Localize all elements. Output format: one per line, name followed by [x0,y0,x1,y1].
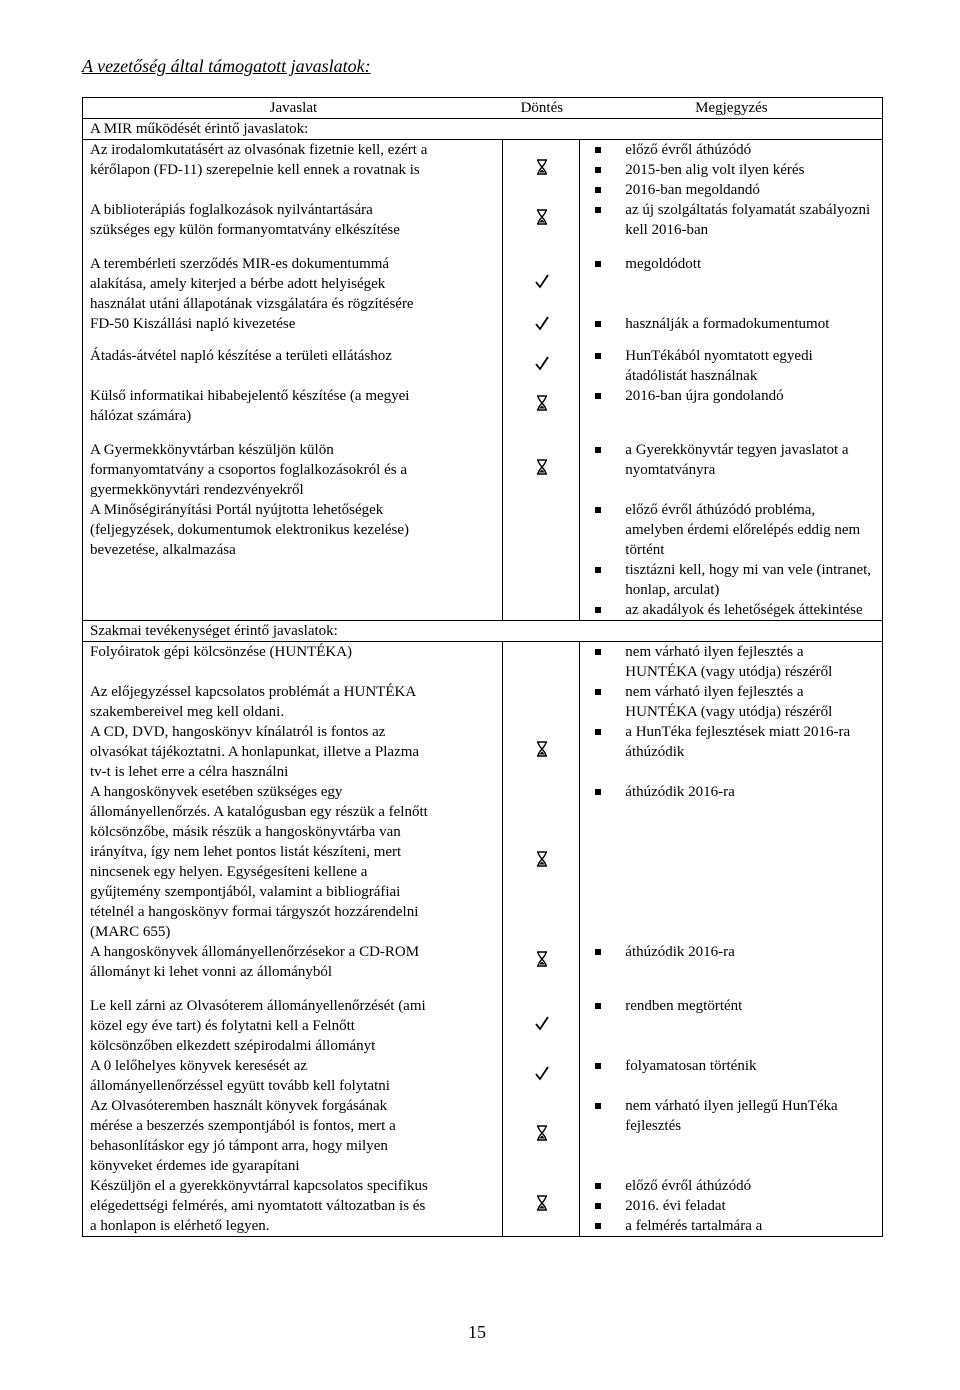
remarks-cell [580,314,883,338]
proposal-line: Az Olvasóteremben használt könyvek forgásának [90,1098,388,1114]
decision-cell [503,722,580,782]
remark-item: 2016-ban megoldandó [587,180,876,200]
remarks-cell [580,440,883,500]
proposal-line: Folyóiratok gépi kölcsönzése (HUNTÉKA) [90,644,353,660]
proposal-cell [83,942,503,982]
header-proposal: Javaslat [83,98,503,119]
header-decision: Döntés [503,98,580,119]
proposal-line: A Gyermekkönyvtárban készüljön külön [90,442,334,458]
page-title: A vezetőség által támogatott javaslatok: [82,56,371,76]
proposal-line: szükséges egy külön formanyomtatvány elkészítése [90,222,400,238]
proposal-line: állományellenőrzéssel együtt tovább kell folytatni [90,1078,390,1094]
proposal-line: szakembereivel meg kell oldani. [90,704,285,720]
remarks-cell [580,386,883,426]
remarks-cell [580,254,883,314]
table-row [83,386,883,426]
proposal-line: Külső informatikai hibabejelentő készítése (a megyei [90,388,410,404]
remark-item: a felmérés tartalmára a [587,1216,876,1236]
table-row [83,1176,883,1237]
table-row [83,996,883,1056]
proposal-cell [83,346,503,386]
remark-item: a HunTéka fejlesztések miatt 2016-ra áthúzódik [587,722,876,762]
proposal-cell [83,1096,503,1176]
hourglass-icon [534,394,550,412]
remark-item: a Gyerekkönyvtár tegyen javaslatot a nyomtatványra [587,440,876,480]
table-row [83,642,883,683]
hourglass-icon [534,208,550,226]
proposal-cell [83,200,503,240]
proposal-line: A terembérleti szerződés MIR-es dokumentummá [90,256,390,272]
proposal-line: olvasókat tájékoztatni. A honlapunkat, illetve a Plazma [90,744,420,760]
remark-item: tisztázni kell, hogy mi van vele (intranet, honlap, arculat) [587,560,876,600]
remark-item: rendben megtörtént [587,996,876,1016]
proposal-line: kérőlapon (FD-11) szerepelnie kell ennek a rovatnak is [90,162,420,178]
proposal-cell [83,386,503,426]
decision-cell [503,1056,580,1096]
proposal-line: könyveket érdemes ide gyarapítani [90,1158,300,1174]
remark-item: HunTékából nyomtatott egyedi átadólistát használnak [587,346,876,386]
remark-item: áthúzódik 2016-ra [587,942,876,962]
decision-cell [503,942,580,982]
proposal-cell [83,140,503,201]
proposals-table [82,97,883,1237]
check-icon [534,354,550,372]
decision-cell [503,500,580,621]
remark-item: megoldódott [587,254,876,274]
remark-item: használják a formadokumentumot [587,314,876,334]
remark-item: előző évről áthúzódó probléma, amelyben érdemi előrelépés eddig nem történt [587,500,876,560]
remark-item: az új szolgáltatás folyamatát szabályozni kell 2016-ban [587,200,876,240]
proposal-cell [83,782,503,942]
group-heading-mir: A MIR működését érintő javaslatok: [83,119,883,140]
table-row [83,942,883,982]
proposal-line: gyűjtemény szempontjából, valamint a bibliográfiai [90,884,401,900]
remarks-cell [580,1056,883,1096]
proposal-cell [83,500,503,621]
remark-item: 2016-ban újra gondolandó [587,386,876,406]
remarks-cell [580,1096,883,1176]
proposal-cell [83,440,503,500]
table-row [83,200,883,240]
proposal-line: tv-t is lehet erre a célra használni [90,764,289,780]
proposal-cell [83,642,503,683]
proposal-line: közel egy éve tart) és folytatni kell a Felnőtt [90,1018,355,1034]
table-row [83,314,883,338]
proposal-line: (feljegyzések, dokumentumok elektronikus kezelése) [90,522,410,538]
decision-cell [503,200,580,240]
check-icon [534,1064,550,1082]
proposal-line: (MARC 655) [90,924,171,940]
proposal-line: állományellenőrzés. A katalógusban egy részük a felnőtt [90,804,428,820]
remarks-cell [580,1176,883,1237]
table-row [83,722,883,782]
proposal-line: kölcsönzőben elkezdett szépirodalmi állományt [90,1038,376,1054]
remark-item: áthúzódik 2016-ra [587,782,876,802]
proposal-line: A CD, DVD, hangoskönyv kínálatról is fontos az [90,724,386,740]
proposal-cell [83,314,503,338]
proposal-line: A 0 lelőhelyes könyvek keresését az [90,1058,308,1074]
proposal-line: gyermekkönyvtári rendezvényekről [90,482,304,498]
proposal-line: hálózat számára) [90,408,192,424]
proposal-line: bevezetése, alkalmazása [90,542,236,558]
decision-cell [503,682,580,722]
check-icon [534,314,550,332]
table-row [83,1096,883,1176]
remark-item: 2015-ben alig volt ilyen kérés [587,160,876,180]
proposal-line: A biblioterápiás foglalkozások nyilvántartására [90,202,373,218]
decision-cell [503,440,580,500]
hourglass-icon [534,950,550,968]
table-row [83,254,883,314]
proposal-line: Az előjegyzéssel kapcsolatos problémát a HUNTÉKA [90,684,417,700]
proposal-line: használat utáni állapotának vizsgálatára és rögzítésére [90,296,414,312]
proposal-line: A hangoskönyvek esetében szükséges egy [90,784,343,800]
proposal-cell [83,1056,503,1096]
proposal-line: alakítása, amely kiterjed a bérbe adott helyiségek [90,276,386,292]
proposal-line: A Minőségirányítási Portál nyújtotta lehetőségek [90,502,384,518]
proposal-line: Le kell zárni az Olvasóterem állományellenőrzését (ami [90,998,426,1014]
remarks-cell [580,200,883,240]
hourglass-icon [534,1124,550,1142]
table-row [83,140,883,201]
check-icon [534,272,550,290]
table-row [83,782,883,942]
decision-cell [503,314,580,338]
remarks-cell [580,996,883,1056]
decision-cell [503,386,580,426]
remarks-cell [580,140,883,201]
remark-item: az akadályok és lehetőségek áttekintése [587,600,876,620]
header-remarks: Megjegyzés [580,98,883,119]
proposal-line: Készüljön el a gyerekkönyvtárral kapcsolatos specifikus [90,1178,428,1194]
proposal-line: irányítva, így nem lehet pontos listát készíteni, mert [90,844,402,860]
hourglass-icon [534,850,550,868]
decision-cell [503,642,580,683]
remarks-cell [580,642,883,683]
table-row [83,682,883,722]
proposal-cell [83,682,503,722]
table-row [83,1056,883,1096]
remarks-cell [580,346,883,386]
table-row [83,500,883,621]
remark-item: nem várható ilyen fejlesztés a HUNTÉKA (vagy utódja) részéről [587,642,876,682]
decision-cell [503,140,580,201]
proposal-line: A hangoskönyvek állományellenőrzésekor a CD-ROM [90,944,420,960]
proposal-line: formanyomtatvány a csoportos foglalkozásokról és a [90,462,407,478]
remarks-cell [580,722,883,782]
remark-item: nem várható ilyen fejlesztés a HUNTÉKA (vagy utódja) részéről [587,682,876,722]
hourglass-icon [534,158,550,176]
proposal-line: Az irodalomkutatásért az olvasónak fizetnie kell, ezért a [90,142,428,158]
check-icon [534,1014,550,1032]
proposal-cell [83,996,503,1056]
proposal-line: állományt ki lehet vonni az állományból [90,964,333,980]
remarks-cell [580,942,883,982]
decision-cell [503,346,580,386]
remarks-cell [580,500,883,621]
decision-cell [503,1096,580,1176]
decision-cell [503,254,580,314]
proposal-line: elégedettségi felmérés, ami nyomtatott változatban is és [90,1198,426,1214]
proposal-line: a honlapon is elérhető legyen. [90,1218,270,1234]
page-number: 15 [468,1322,486,1342]
hourglass-icon [534,1194,550,1212]
proposal-cell [83,722,503,782]
remark-item: nem várható ilyen jellegű HunTéka fejlesztés [587,1096,876,1136]
proposal-line: behasonlításkor egy jó támpont arra, hogy milyen [90,1138,388,1154]
remark-item: előző évről áthúzódó [587,1176,876,1196]
proposal-cell [83,254,503,314]
remark-item: 2016. évi feladat [587,1196,876,1216]
remarks-cell [580,782,883,942]
proposal-line: kölcsönzőbe, másik részük a hangoskönyvtárba van [90,824,401,840]
proposal-line: FD-50 Kiszállási napló kivezetése [90,316,296,332]
decision-cell [503,1176,580,1237]
proposal-cell [83,1176,503,1237]
remark-item: folyamatosan történik [587,1056,876,1076]
table-row [83,440,883,500]
proposal-line: tételnél a hangoskönyv formai tárgyszót hozzárendelni [90,904,419,920]
hourglass-icon [534,458,550,476]
remark-item: előző évről áthúzódó [587,140,876,160]
group-heading-professional: Szakmai tevékenységet érintő javaslatok: [83,621,883,642]
decision-cell [503,782,580,942]
table-row [83,346,883,386]
hourglass-icon [534,740,550,758]
proposal-line: mérése a beszerzés szempontjából is fontos, mert a [90,1118,396,1134]
proposal-line: Átadás-átvétel napló készítése a területi ellátáshoz [90,348,392,364]
decision-cell [503,996,580,1056]
remarks-cell [580,682,883,722]
proposal-line: nincsenek egy helyen. Egységesíteni kellene a [90,864,368,880]
